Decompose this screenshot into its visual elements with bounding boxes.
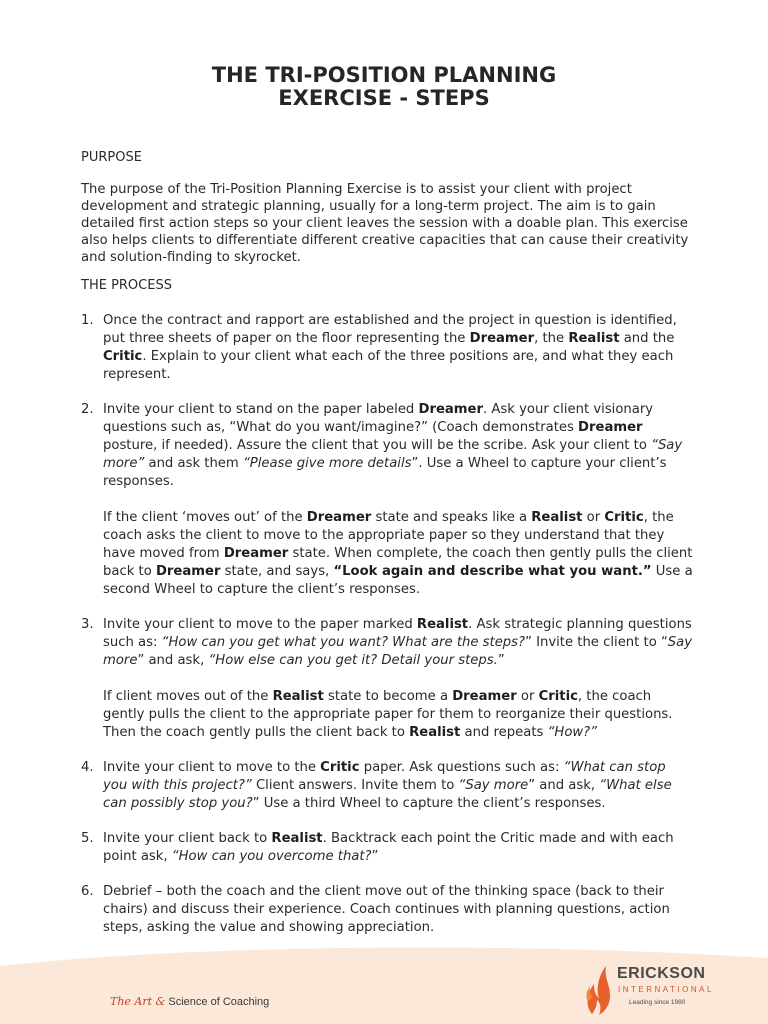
step-text: state. When complete, the coach then gently pulls the client back to: [103, 546, 693, 579]
emphasis-term: Realist: [409, 725, 461, 740]
step-text: ” and ask,: [137, 653, 209, 668]
process-step-1: [81, 312, 693, 384]
emphasis-term: Critic: [538, 689, 578, 704]
step-text: state and speaks like a: [371, 510, 532, 525]
emphasis-term: Dreamer: [469, 331, 535, 346]
step-text: . Explain to your client what each of the three positions are, and what they each represent.: [103, 349, 674, 382]
emphasis-term: Realist: [416, 617, 469, 632]
step-text: ” Invite the client to “: [525, 635, 668, 650]
purpose-heading: PURPOSE: [81, 150, 142, 165]
step-text: and the: [619, 331, 675, 346]
step-text: . Backtrack each point the Critic made and with each point ask,: [103, 831, 674, 864]
logo-subtitle: INTERNATIONAL: [618, 985, 714, 994]
step-text: , the coach gently pulls the client to the appropriate paper for them to reorganize their questions. Then the coach gently pulls the client back to: [103, 689, 673, 740]
flame-logo-icon: [582, 962, 616, 1018]
step-text: Use a second Wheel to capture the client’s responses.: [103, 564, 693, 597]
step-number: 1.: [81, 313, 94, 328]
emphasis-term: Dreamer: [155, 564, 221, 579]
document-title-line-1: THE TRI-POSITION PLANNING: [211, 63, 557, 87]
step-text: ” and ask,: [528, 778, 600, 793]
step-number: 4.: [81, 760, 94, 775]
emphasis-term: Realist: [271, 831, 323, 846]
document-title-line-2: EXERCISE - STEPS: [278, 86, 490, 110]
emphasis-term: Realist: [568, 331, 620, 346]
footer-tagline: [110, 995, 269, 1008]
step-paragraph: [103, 688, 693, 742]
step-text: Invite your client to move to the paper marked: [103, 617, 417, 632]
step-number: 2.: [81, 402, 94, 417]
emphasis-term: Dreamer: [418, 402, 483, 417]
quoted-question: “How can you overcome that?: [171, 849, 372, 864]
step-text: paper. Ask questions such as:: [359, 760, 564, 775]
step-text: posture, if needed). Assure the client that you will be the scribe. Ask your client to: [103, 438, 652, 453]
process-heading: THE PROCESS: [81, 278, 172, 293]
quoted-question: “How else can you get it? Detail your steps.: [208, 653, 498, 668]
quoted-question: “Please give more details: [242, 456, 412, 471]
step-paragraph: [103, 312, 693, 384]
step-text: or: [582, 510, 605, 525]
emphasis-term: Realist: [272, 689, 324, 704]
purpose-paragraph: The purpose of the Tri-Position Planning Exercise is to assist your client with project development and strategic planning, usually for a long-term project. The aim is to gain detailed first action steps so your client leaves the session with a doable plan. This exercise also helps clients to differentiate different creative capacities that can cause their creativity and solution-finding to skyrocket.: [81, 182, 689, 265]
step-text: Invite your client back to: [103, 831, 272, 846]
step-number: 5.: [81, 831, 94, 846]
process-step-5: [81, 830, 693, 866]
emphasis-term: Critic: [103, 349, 143, 364]
step-text: state, and says,: [220, 564, 334, 579]
step-text: Invite your client to move to the: [103, 760, 321, 775]
emphasis-term: “Look again and describe what you want.”: [333, 564, 652, 579]
step-text: . Ask strategic planning questions such as:: [103, 617, 692, 650]
quoted-question: “Say more: [458, 778, 529, 793]
step-paragraph: [103, 759, 693, 813]
step-text: ”. Use a Wheel to capture your client’s responses.: [103, 456, 667, 489]
process-step-3: [81, 616, 693, 742]
process-steps-list: [81, 312, 693, 937]
logo-since: Leading since 1980: [629, 999, 686, 1006]
quoted-question: “How can you get what you want? What are the steps?: [161, 635, 526, 650]
tagline-text: Science of Coaching: [165, 996, 270, 1008]
step-text: Invite your client to stand on the paper labeled: [103, 402, 419, 417]
emphasis-term: Critic: [604, 510, 644, 525]
tagline-script: The Art &: [110, 995, 166, 1008]
step-text: state to become a: [323, 689, 453, 704]
emphasis-term: Realist: [531, 510, 583, 525]
quoted-question: “How?”: [547, 725, 598, 740]
step-paragraph: [103, 401, 693, 491]
step-text: . Ask your client visionary questions such as, “What do you want/imagine?” (Coach demonstrates: [103, 402, 654, 435]
step-text: If client moves out of the: [103, 689, 273, 704]
step-text: If the client ‘moves out’ of the: [103, 510, 307, 525]
step-text: and repeats: [460, 725, 548, 740]
step-text: Once the contract and rapport are established and the project in question is identified, put three sheets of paper on the floor representing the: [103, 313, 677, 346]
step-text: and ask them: [144, 456, 243, 471]
document-title: [0, 64, 768, 110]
step-text: , the: [534, 331, 569, 346]
quoted-question: “What can stop you with this project?”: [103, 760, 666, 793]
process-step-2: [81, 401, 693, 599]
quoted-question: Say more: [103, 635, 693, 668]
quoted-question: “What else can possibly stop you?: [103, 778, 672, 811]
step-paragraph: [103, 509, 693, 599]
step-text: ” Use a third Wheel to capture the client’s responses.: [252, 796, 606, 811]
step-text: ”: [371, 849, 379, 864]
step-number: 6.: [81, 884, 94, 899]
step-paragraph: [103, 830, 693, 866]
process-step-6: [81, 883, 693, 937]
emphasis-term: Critic: [320, 760, 360, 775]
quoted-question: “Say more”: [103, 438, 683, 471]
step-paragraph: [103, 883, 693, 937]
step-text: , the coach asks the client to move to the appropriate paper so they understand that they have moved from: [103, 510, 674, 561]
step-text: ”: [497, 653, 505, 668]
step-text: Client answers. Invite them to: [251, 778, 459, 793]
step-text: or: [516, 689, 539, 704]
step-number: 3.: [81, 617, 94, 632]
emphasis-term: Dreamer: [306, 510, 372, 525]
emphasis-term: Dreamer: [578, 420, 643, 435]
erickson-logo: [582, 962, 714, 1018]
emphasis-term: Dreamer: [452, 689, 517, 704]
step-text: Debrief – both the coach and the client move out of the thinking space (back to their chairs) and discuss their experience. Coach continues with planning questions, action steps, asking the value and showing appreciation.: [103, 884, 670, 935]
logo-name: ERICKSON: [617, 965, 706, 982]
step-paragraph: [103, 616, 693, 670]
process-step-4: [81, 759, 693, 813]
emphasis-term: Dreamer: [223, 546, 289, 561]
